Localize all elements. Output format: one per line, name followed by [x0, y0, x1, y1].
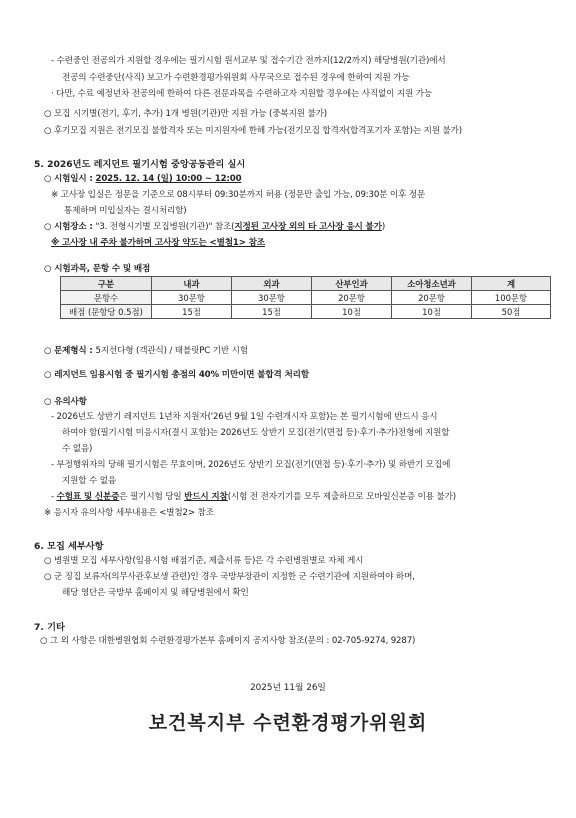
caution-3-line	[51, 491, 456, 503]
table-row	[61, 305, 551, 319]
table-cell: 배점 (문항당 0.5점)	[61, 305, 152, 319]
table-cell: 15점	[232, 305, 312, 319]
table-header-row	[61, 277, 551, 291]
exam-place-warning: 지정된 고사장 외의 타 고사장 응시 불가	[234, 222, 382, 232]
question-format-label: 문제형식 :	[53, 346, 96, 356]
table-cell: 문항수	[61, 291, 152, 305]
caution-1-line-3: 수 없음)	[62, 444, 93, 454]
circle-bullet-icon: ○	[44, 222, 54, 232]
dash-bullet-icon: -	[51, 492, 57, 502]
table-cell: 100문항	[472, 291, 551, 305]
exam-place-text: "3. 전형시기별 모집병원(기관)" 참조(	[95, 222, 235, 232]
table-cell: 30문항	[152, 291, 232, 305]
table-cell: 30문항	[232, 291, 312, 305]
top-line-2: 전공의 수련중단(사직) 보고가 수련환경평가위원회 사무국으로 접수된 경우에 한하여 지원 가능	[62, 73, 410, 83]
caution-4-line: ※ 응시자 유의사항 세부내용은 <별첨2> 참조	[44, 508, 214, 518]
parking-note: ※ 고사장 내 주차 불가하며 고사장 약도는 <별첨1> 참조	[51, 238, 265, 248]
section-6-line-1: ○ 병원별 모집 세부사항(임용시험 배점기준, 제출서류 등)은 각 수련병원별로 자체 게시	[44, 556, 364, 566]
table-header-cell: 소아청소년과	[392, 277, 472, 291]
top-line-4: ○ 모집 시기별(전기, 후기, 추가) 1개 병원(기관)만 지원 가능 (중복지원 불가)	[44, 109, 327, 119]
top-line-1: - 수련중인 전공의가 지원할 경우에는 필기시험 원서교부 및 접수기간 전까지(12/2까지) 해당병원(기관)에서	[51, 56, 446, 66]
table-cell: 50점	[472, 305, 551, 319]
section-6-line-2: ○ 군 징집 보류자(의무사관후보생 관련)인 경우 국방부장관이 지정한 군 수련기관에 지원하여야 하며,	[44, 572, 415, 582]
section-6-title: 6. 모집 세부사항	[34, 541, 104, 552]
issue-date: 2025년 11월 26일	[250, 683, 326, 693]
circle-bullet-icon: ○	[44, 346, 54, 356]
top-line-5: ○ 후기모집 지원은 전기모집 불합격자 또는 미지원자에 한해 가능(전기모집 합격자(합격포기자 포함)는 지원 불가)	[44, 126, 462, 136]
table-cell: 10점	[312, 305, 392, 319]
subjects-table	[60, 276, 551, 319]
exam-place-end: )	[381, 222, 386, 232]
subjects-title: ○ 시험과목, 문항 수 및 배점	[44, 264, 151, 274]
issuing-organization: 보건복지부 수련환경평가위원회	[148, 712, 428, 734]
caution-2-line-1: - 부정행위자의 당해 필기시험은 무효이며, 2026년도 상반기 모집(전기(면접 등)·후기·추가) 및 하반기 모집에	[51, 460, 451, 470]
entry-note-line-2: 통제하며 미입실자는 결시처리함)	[64, 206, 187, 216]
table-row	[61, 291, 551, 305]
table-cell: 10점	[392, 305, 472, 319]
caution-3-id: 수험표 및 신분증	[56, 492, 120, 502]
exam-place-label: 시험장소 :	[53, 222, 96, 232]
exam-place-line	[44, 221, 385, 233]
caution-3-text-2: (시험 전 전자기기를 모두 제출하므로 모바일신분증 이용 불가)	[227, 492, 456, 502]
table-header-cell: 산부인과	[312, 277, 392, 291]
exam-date-value: 2025. 12. 14 (일) 10:00 ~ 12:00	[95, 174, 242, 184]
table-header-cell: 구분	[61, 277, 152, 291]
circle-bullet-icon: ○	[44, 174, 54, 184]
caution-title: ○ 유의사항	[44, 397, 87, 407]
question-format-line	[44, 345, 248, 357]
table-header-cell: 외과	[232, 277, 312, 291]
caution-3-must: 반드시 지참	[184, 492, 228, 502]
table-header-cell: 내과	[152, 277, 232, 291]
table-cell: 20문항	[392, 291, 472, 305]
caution-3-text-1: 은 필기시험 당일	[119, 492, 185, 502]
section-6-line-3: 해당 영단은 국방부 홈페이지 및 해당병원에서 확인	[62, 588, 249, 598]
caution-2-line-2: 지원할 수 없음	[62, 476, 117, 486]
section-7-line-1: ○ 그 외 사항은 대한병원협회 수련환경평가본부 홈페이지 공지사항 참조(문의 : 02-705-9274, 9287)	[40, 636, 416, 646]
table-cell: 15점	[152, 305, 232, 319]
table-cell: 20문항	[312, 291, 392, 305]
question-format-text: 5지선다형 (객관식) / 태블릿PC 기반 시험	[95, 346, 248, 356]
top-line-3: · 다만, 수료 예정년차 전공의에 한하여 다른 전문과목을 수련하고자 지원할 경우에는 사직없이 지원 가능	[51, 89, 433, 99]
table-header-cell: 계	[472, 277, 551, 291]
section-5-title: 5. 2026년도 레지던트 필기시험 중앙공동관리 실시	[34, 159, 246, 170]
exam-date-line	[44, 173, 241, 185]
caution-1-line-2: 하여야 함(필기시험 미응시자(결시 포함)는 2026년도 상반기 모집(전기(면접 등)·후기·추가)전형에 지원할	[62, 428, 450, 438]
entry-note-line-1: ※ 고사장 입실은 정문을 기준으로 08시부터 09:30분까지 허용 (정문만 출입 가능, 09:30분 이후 정문	[51, 190, 426, 200]
exam-date-label: 시험일시 :	[53, 174, 96, 184]
fail-rule: ○ 레지던트 임용시험 중 필기시험 총점의 40% 미만이면 불합격 처리함	[44, 370, 309, 380]
section-7-title: 7. 기타	[34, 622, 65, 633]
caution-1-line-1: - 2026년도 상반기 레지던트 1년차 지원자('26년 9월 1일 수련개시자 포함)는 본 필기시험에 반드시 응시	[51, 412, 438, 422]
